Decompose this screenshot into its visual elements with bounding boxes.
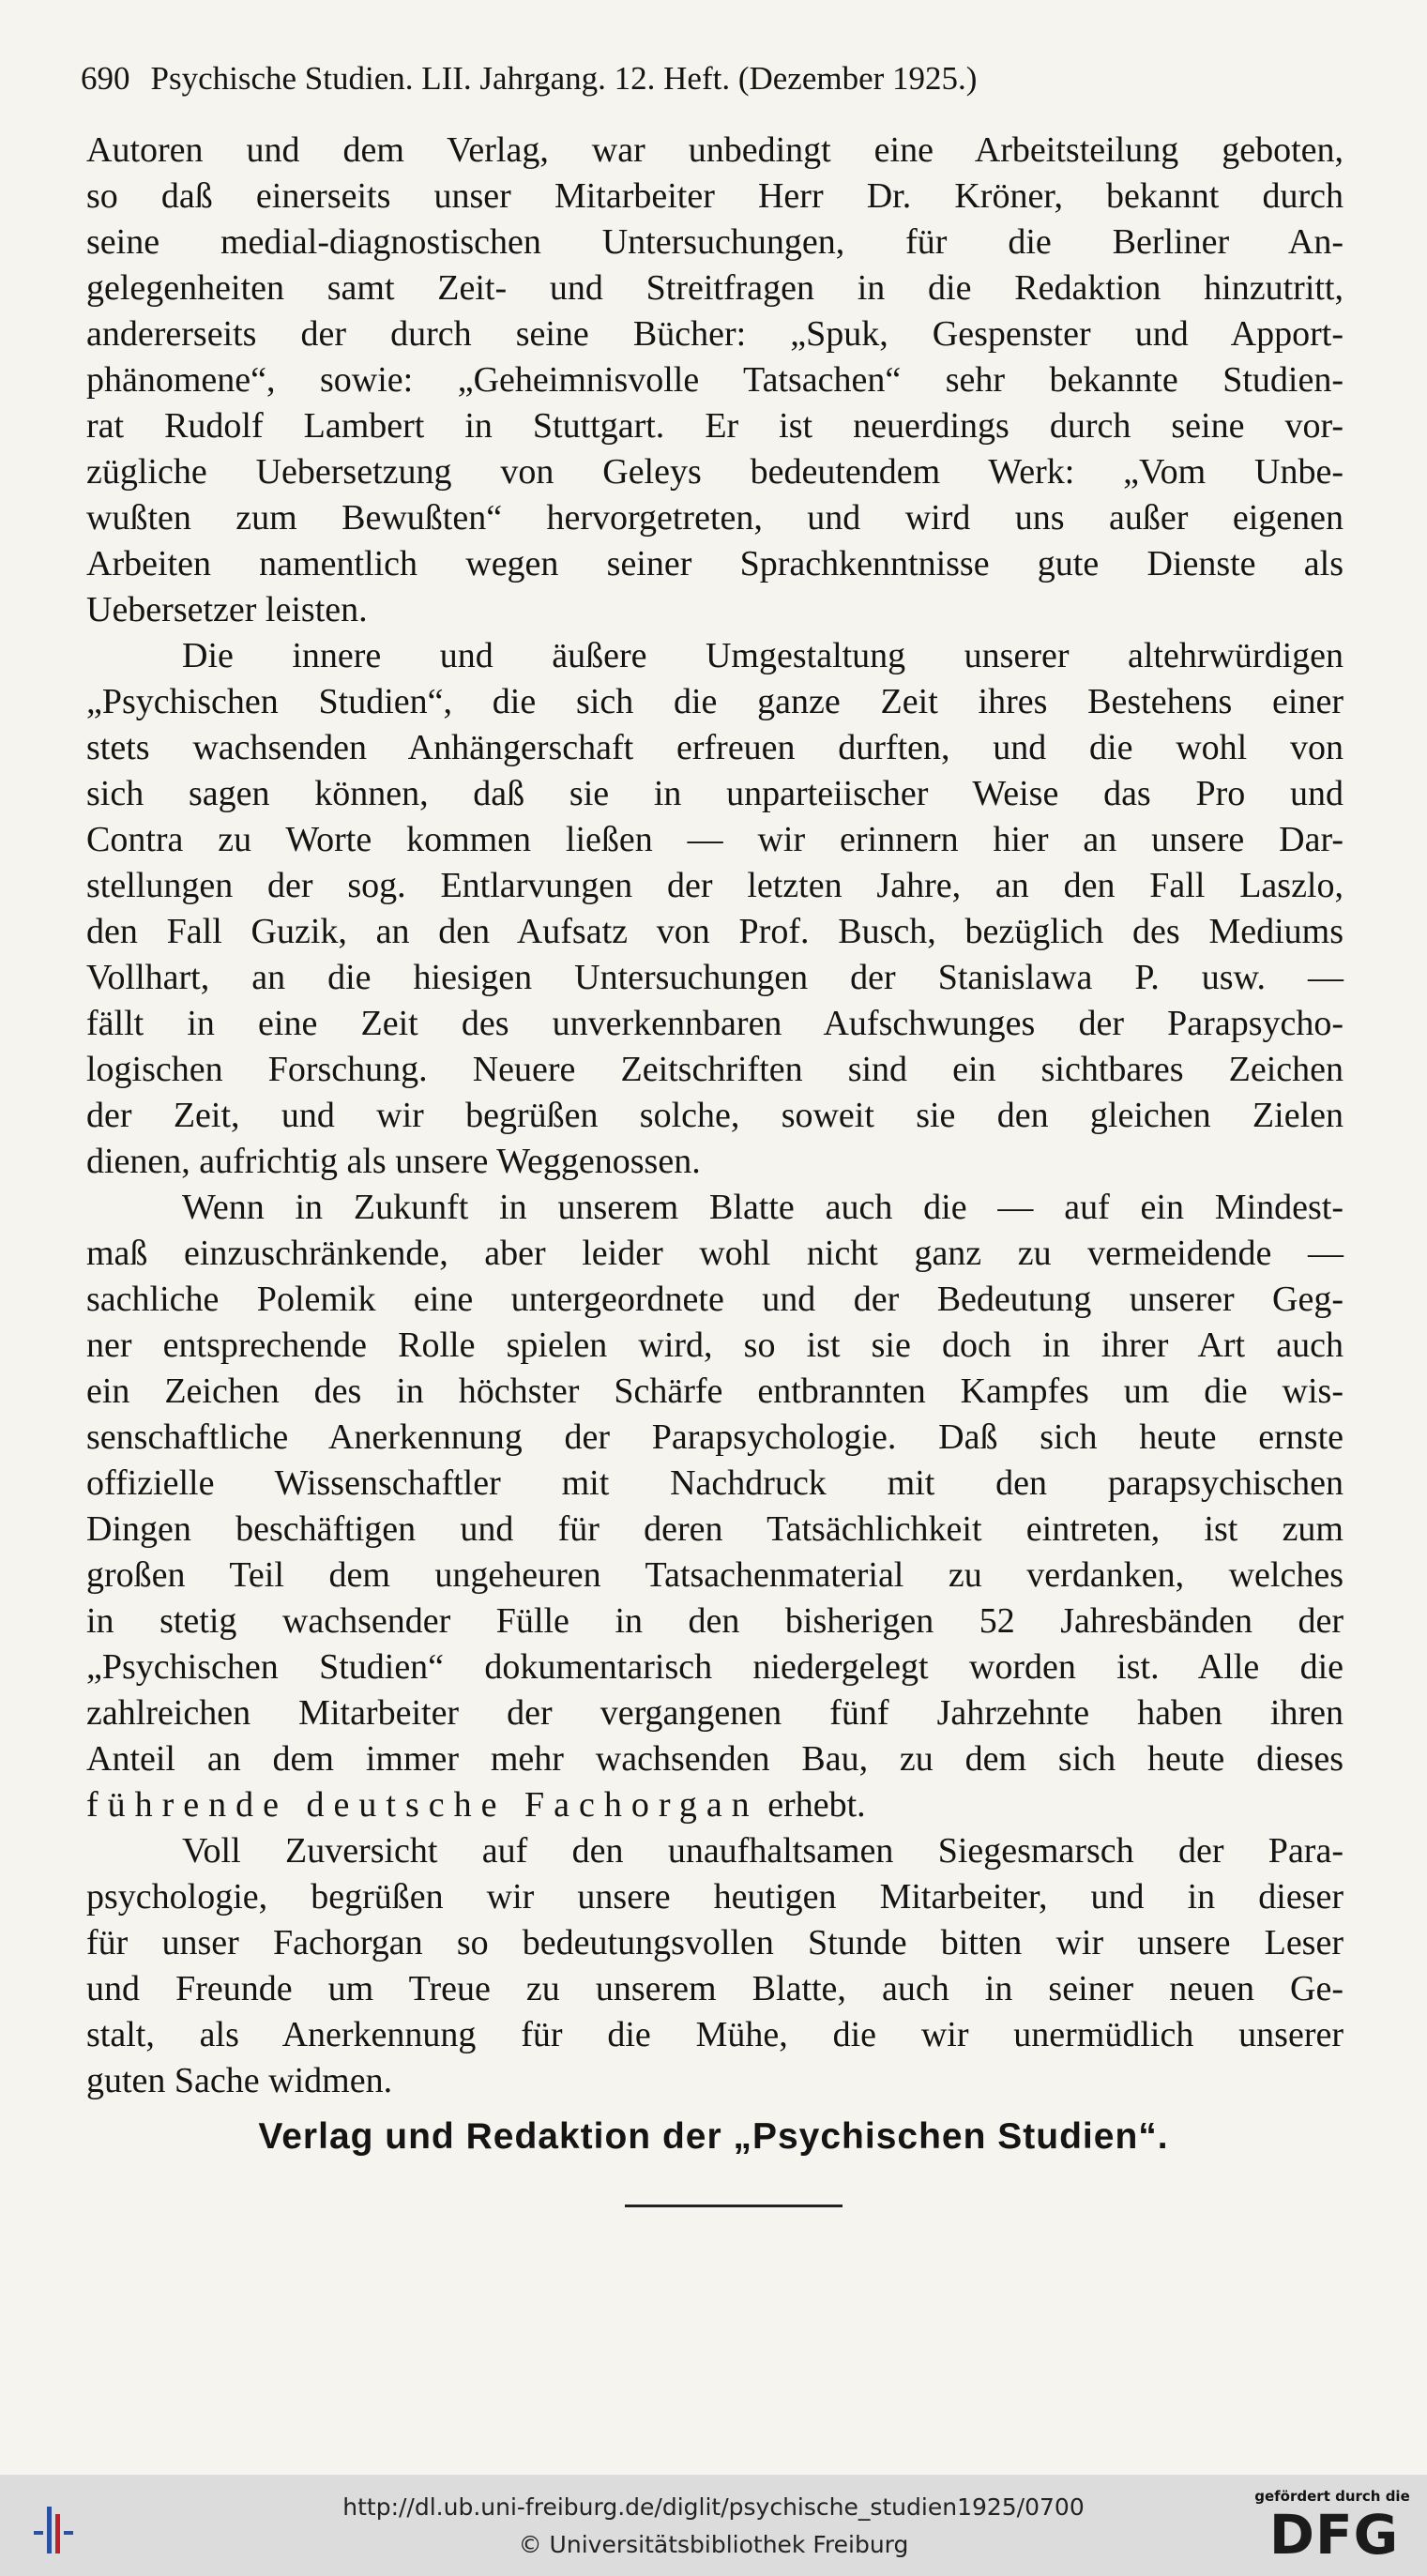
page-number: 690 [81, 60, 130, 97]
text-line: Die innere und äußere Umgestaltung unserer altehrwürdigen [182, 636, 1344, 675]
text-line: Uebersetzer leisten. [86, 590, 368, 629]
emphasis-trailing: erhebt. [758, 1785, 866, 1825]
text-line: zahlreichen Mitarbeiter der vergangenen fünf Jahrzehnte haben ihren [86, 1693, 1344, 1733]
copyright-notice: © Universitätsbibliothek Freiburg [518, 2531, 909, 2558]
text-line: senschaftliche Anerkennung der Parapsychologie. Daß sich heute ernste [86, 1417, 1344, 1457]
text-line: Contra zu Worte kommen ließen — wir erinnern hier an unsere Dar- [86, 820, 1344, 859]
text-line: der Zeit, und wir begrüßen solche, soweit sie den gleichen Zielen [86, 1096, 1344, 1135]
dfg-tagline: gefördert durch die [1254, 2488, 1410, 2505]
text-line: gelegenheiten samt Zeit- und Streitfragen in die Redaktion hinzutritt, [86, 268, 1344, 308]
text-line: andererseits der durch seine Bücher: „Spuk, Gespenster und Apport- [86, 314, 1344, 354]
dfg-logo: DFG [1268, 2503, 1400, 2567]
text-line: logischen Forschung. Neuere Zeitschriften sind ein sichtbares Zeichen [86, 1050, 1344, 1089]
text-line: für unser Fachorgan so bedeutungsvollen Stunde bitten wir unsere Leser [86, 1923, 1344, 1962]
text-line: rat Rudolf Lambert in Stuttgart. Er ist neuerdings durch seine vor- [86, 406, 1344, 446]
text-line: großen Teil dem ungeheuren Tatsachenmaterial zu verdanken, welches [86, 1555, 1344, 1595]
text-line: sich sagen können, daß sie in unparteiischer Weise das Pro und [86, 774, 1344, 813]
text-line: „Psychischen Studien“, die sich die ganze Zeit ihres Bestehens einer [86, 682, 1344, 721]
text-line: Arbeiten namentlich wegen seiner Sprachkenntnisse gute Dienste als [86, 544, 1344, 583]
text-line: psychologie, begrüßen wir unsere heutigen Mitarbeiter, und in dieser [86, 1877, 1344, 1917]
text-line: fällt in eine Zeit des unverkennbaren Aufschwunges der Parapsycho- [86, 1004, 1344, 1043]
closing-rule [625, 2205, 843, 2207]
text-line: ein Zeichen des in höchster Schärfe entbrannten Kampfes um die wis- [86, 1371, 1344, 1411]
text-line: ner entsprechende Rolle spielen wird, so ist sie doch in ihrer Art auch [86, 1326, 1344, 1365]
text-line: zügliche Uebersetzung von Geleys bedeutendem Werk: „Vom Unbe- [86, 452, 1344, 492]
text-line: in stetig wachsender Fülle in den bisherigen 52 Jahresbänden der [86, 1601, 1344, 1641]
text-line: stalt, als Anerkennung für die Mühe, die wir unermüdlich unserer [86, 2015, 1344, 2054]
text-line: Wenn in Zukunft in unserem Blatte auch die — auf ein Mindest- [182, 1188, 1344, 1227]
text-line: Autoren und dem Verlag, war unbedingt eine Arbeitsteilung geboten, [86, 130, 1344, 170]
text-line: seine medial-diagnostischen Untersuchungen, für die Berliner An- [86, 222, 1344, 262]
text-line: guten Sache widmen. [86, 2061, 393, 2100]
text-line: Vollhart, an die hiesigen Untersuchungen der Stanislawa P. usw. — [86, 958, 1344, 997]
footer-bar [0, 2475, 1427, 2576]
text-line: phänomene“, sowie: „Geheimnisvolle Tatsachen“ sehr bekannte Studien- [86, 360, 1344, 400]
text-line: stets wachsenden Anhängerschaft erfreuen durften, und die wohl von [86, 728, 1344, 767]
text-line: sachliche Polemik eine untergeordnete und der Bedeutung unserer Geg- [86, 1280, 1344, 1319]
running-header [81, 58, 1338, 99]
permalink-url[interactable]: http://dl.ub.uni-freiburg.de/diglit/psychische_studien1925/0700 [342, 2493, 1085, 2521]
running-title: Psychische Studien. LII. Jahrgang. 12. Heft. (Dezember 1925.) [150, 60, 978, 97]
article-body [86, 128, 1344, 2104]
text-line: offizielle Wissenschaftler mit Nachdruck mit den parapsychischen [86, 1463, 1344, 1503]
signature-line: Verlag und Redaktion der „Psychischen Studien“. [258, 2116, 1169, 2157]
text-line: Anteil an dem immer mehr wachsenden Bau, zu dem sich heute dieses [86, 1739, 1344, 1779]
text-line: so daß einerseits unser Mitarbeiter Herr Dr. Kröner, bekannt durch [86, 176, 1344, 216]
text-line: stellungen der sog. Entlarvungen der letzten Jahre, an den Fall Laszlo, [86, 866, 1344, 905]
text-line: und Freunde um Treue zu unserem Blatte, auch in seiner neuen Ge- [86, 1969, 1344, 2008]
text-line-emphasis [86, 1782, 1344, 1828]
spaced-emphasis: führende deutsche Fachorgan [86, 1785, 759, 1825]
text-line: „Psychischen Studien“ dokumentarisch niedergelegt worden ist. Alle die [86, 1647, 1344, 1687]
text-line: den Fall Guzik, an den Aufsatz von Prof. Busch, bezüglich des Mediums [86, 912, 1344, 951]
text-line: dienen, aufrichtig als unsere Weggenossen. [86, 1142, 701, 1181]
text-line: Dingen beschäftigen und für deren Tatsächlichkeit eintreten, ist zum [86, 1509, 1344, 1549]
text-line: wußten zum Bewußten“ hervorgetreten, und wird uns außer eigenen [86, 498, 1344, 538]
text-line: Voll Zuversicht auf den unaufhaltsamen Siegesmarsch der Para- [182, 1831, 1344, 1871]
text-line: maß einzuschränkende, aber leider wohl nicht ganz zu vermeidende — [86, 1234, 1344, 1273]
